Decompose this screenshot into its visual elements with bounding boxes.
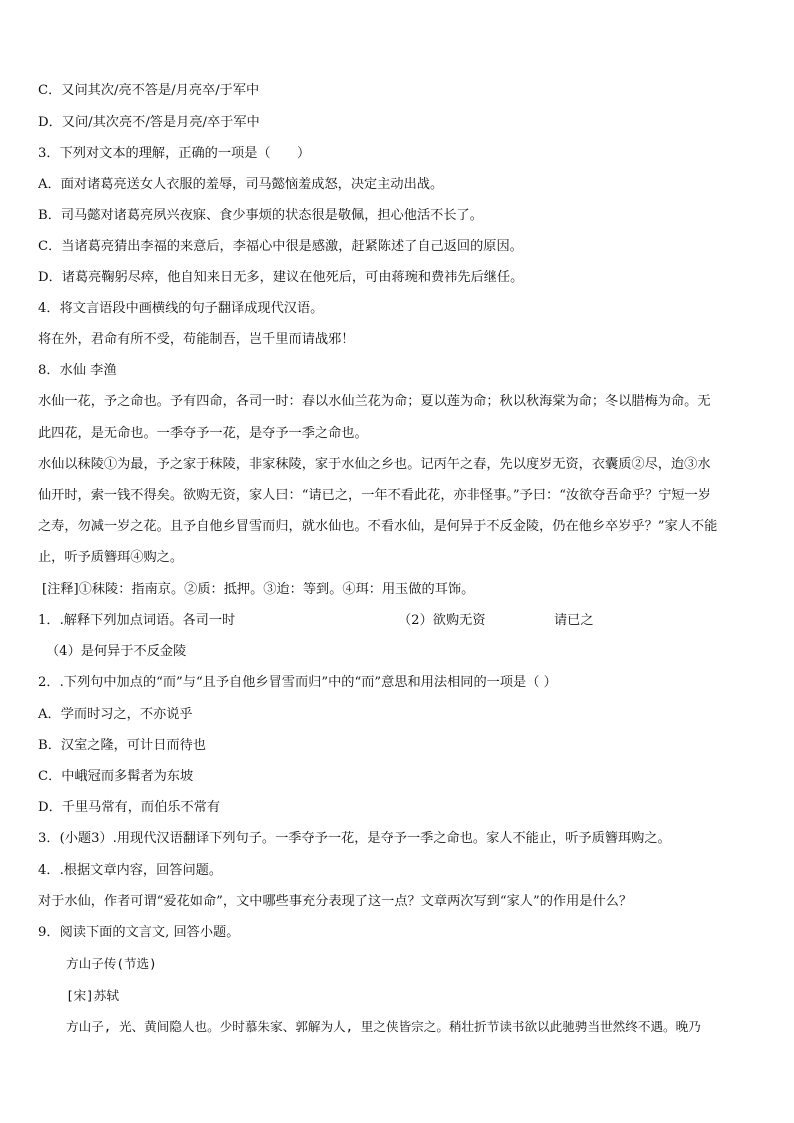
section8-p2-line2: 仙开时，索一钱不得矣。欲购无资，家人曰：“请已之，一年不看此花，亦非怪事。”予曰：“汝欲夺吾命乎？宁短一岁: [38, 488, 711, 503]
section8-title: 8．水仙 李渔: [38, 363, 117, 378]
section8-q1-b: （2）欲购无资: [398, 613, 486, 628]
q3-option-a: A．面对诸葛亮送女人衣服的羞辱，司马懿恼羞成怒，决定主动出战。: [38, 177, 444, 192]
section8-q1-row: [38, 612, 764, 630]
section9-passage-title: 方山子传(节选): [66, 956, 157, 971]
q2-option-c: C．又问其次/亮不答是/月亮卒/于军中: [38, 83, 260, 98]
section8-p1-line2: 此四花，是无命也。一季夺予一花，是夺予一季之命也。: [38, 426, 368, 441]
section8-q3: 3．(小题3）.用现代汉语翻译下列句子。一季夺予一花，是夺予一季之命也。家人不能止，听予质簪珥购之。: [38, 831, 671, 846]
section9-paragraph: 方山子, 光、黄间隐人也。少时慕朱家、郭解为人, 里之侠皆宗之。稍壮折节读书欲以此驰骋当世然终不遇。晚乃: [66, 1019, 701, 1034]
section8-q2-stem: 2．.下列句中加点的“而”与“且予自他乡冒雪而归”中的“而”意思和用法相同的一项是（ ）: [38, 675, 557, 690]
section8-q4-body: 对于水仙，作者可谓“爱花如命”，文中哪些事充分表现了这一点？文章两次写到“家人”的作用是什么？: [38, 894, 633, 909]
section9-author: [宋]苏轼: [66, 988, 119, 1003]
q3-option-c: C．当诸葛亮猜出李福的来意后，李福心中很是感激，赶紧陈述了自己返回的原因。: [38, 239, 523, 254]
section8-q2-option-b: B．汉室之隆，可计日而待也: [38, 738, 206, 753]
section9-title: 9．阅读下面的文言文, 回答小题。: [38, 925, 240, 940]
q2-option-d: D．又问/其次亮不/答是月亮/卒于军中: [38, 115, 260, 130]
section8-p1-line1: 水仙一花，予之命也。予有四命，各司一时：春以水仙兰花为命；夏以莲为命；秋以秋海棠为命；冬以腊梅为命。无: [38, 394, 711, 409]
section8-q2-option-c: C．中峨冠而多髯者为东坡: [38, 769, 194, 784]
q3-option-b: B．司马懿对诸葛亮夙兴夜寐、食少事烦的状态很是敬佩，担心他活不长了。: [38, 208, 483, 223]
section8-q1-d: （4）是何异于不反金陵: [46, 644, 187, 659]
section8-q2-option-d: D．千里马常有，而伯乐不常有: [38, 800, 221, 815]
q4-stem: 4．将文言语段中画横线的句子翻译成现代汉语。: [38, 301, 324, 316]
section8-q1-c: 请已之: [554, 613, 594, 628]
section8-note: [注释]①秣陵：指南京。②质：抵押。③迨：等到。④珥：用玉做的耳饰。: [42, 582, 475, 597]
q4-sentence: 将在外，君命有所不受，苟能制吾，岂千里而请战邪！: [38, 332, 355, 347]
section8-p2-line3: 之寿，勿减一岁之花。且予自他乡冒雪而归，就水仙也。不看水仙，是何异于不反金陵，仍在他乡卒岁乎？”家人不能: [38, 519, 718, 534]
q3-option-d: D．诸葛亮鞠躬尽瘁，他自知来日无多，建议在他死后，可由蒋琬和费祎先后继任。: [38, 270, 524, 285]
section8-p2-line1: 水仙以秣陵①为最，予之家于秣陵，非家秣陵，家于水仙之乡也。记丙午之春，先以度岁无资，衣囊质②尽，迨③水: [38, 457, 711, 472]
section8-p2-line4: 止，听予质簪珥④购之。: [38, 550, 184, 565]
section8-q4-stem: 4．.根据文章内容，回答问题。: [38, 863, 223, 878]
q3-stem: 3．下列对文本的理解，正确的一项是（ ）: [38, 146, 311, 161]
section8-q1-a: 1．.解释下列加点词语。各司一时: [38, 613, 236, 628]
section8-q2-option-a: A．学而时习之，不亦说乎: [38, 707, 193, 722]
